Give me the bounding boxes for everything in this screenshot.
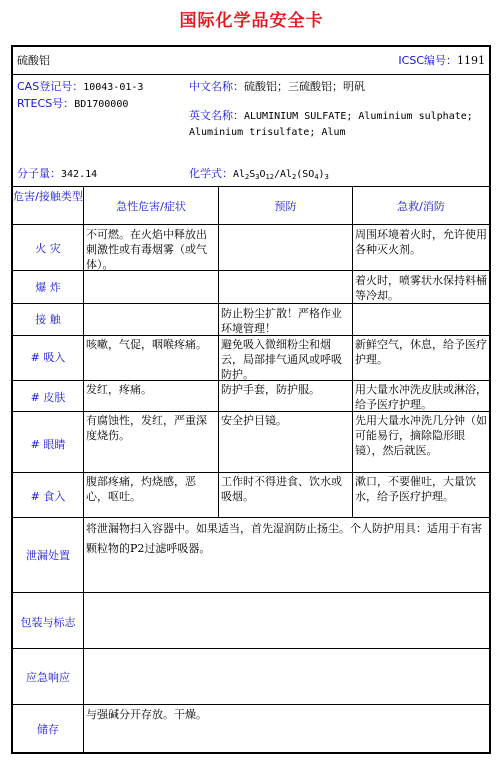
row-fire-first-aid: 周围环境着火时，允许使用各种灭火剂。 bbox=[355, 228, 487, 256]
rtecs-number bbox=[17, 96, 128, 112]
chinese-name bbox=[189, 79, 484, 94]
row-ingestion-first-aid: 漱口，不要催吐，大量饮水，给予医疗护理。 bbox=[355, 475, 476, 503]
mw-value: 342.14 bbox=[61, 169, 98, 180]
row-type-eyes: # 眼睛 bbox=[30, 438, 66, 451]
column-rule bbox=[83, 186, 84, 754]
cas-label: CAS登记号： bbox=[17, 80, 84, 93]
rtecs-label: RTECS号： bbox=[17, 97, 75, 110]
row-type-fire: 火 灾 bbox=[35, 242, 61, 255]
row-inhalation-first-aid: 新鲜空气，休息，给予医疗护理。 bbox=[355, 338, 487, 366]
formula-label: 化学式： bbox=[189, 167, 233, 180]
card-title: 国际化学品安全卡 bbox=[179, 11, 324, 31]
section-label-storage: 储存 bbox=[37, 723, 59, 736]
divider bbox=[13, 517, 489, 518]
section-label-emergency: 应急响应 bbox=[26, 671, 70, 684]
row-eyes-acute: 有腐蚀性，发红，严重深度烧伤。 bbox=[86, 414, 207, 442]
substance-name: 硫酸铝 bbox=[17, 54, 50, 67]
cn-name-value: 硫酸铝；三硫酸铝；明矾 bbox=[244, 80, 365, 93]
mw-label: 分子量： bbox=[17, 167, 61, 180]
cas-value: 10043-01-3 bbox=[83, 82, 144, 93]
divider bbox=[13, 186, 489, 187]
divider bbox=[13, 704, 489, 705]
column-rule bbox=[352, 186, 353, 517]
en-name-value: ALUMINIUM SULFATE; Aluminium sulphate; Aluminium trisulfate; Alum bbox=[189, 111, 473, 138]
divider bbox=[13, 335, 489, 336]
col-header-acute: 急性危害/症状 bbox=[116, 200, 186, 213]
cn-name-label: 中文名称： bbox=[189, 80, 244, 93]
section-spill-content: 将泄漏物扫入容器中。如果适当，首先湿润防止扬尘。个人防护用具：适用于有害颗粒物的P2过滤呼吸器。 bbox=[86, 522, 482, 555]
column-rule bbox=[218, 186, 219, 517]
row-skin-acute: 发红，疼痛。 bbox=[86, 383, 152, 396]
section-storage-content: 与强碱分开存放。干燥。 bbox=[86, 708, 207, 721]
row-skin-prevention: 防护手套，防护服。 bbox=[221, 383, 320, 396]
row-type-ingestion: # 食入 bbox=[30, 490, 66, 503]
divider bbox=[13, 303, 489, 304]
row-fire-acute: 不可燃。在火焰中释放出刺激性或有毒烟雾（或气体）。 bbox=[86, 228, 207, 271]
divider bbox=[13, 411, 489, 412]
row-skin-first-aid: 用大量水冲洗皮肤或淋浴，给予医疗护理。 bbox=[355, 383, 487, 411]
divider bbox=[13, 648, 489, 649]
row-explosion-first-aid: 着火时，喷雾状水保持料桶等冷却。 bbox=[355, 274, 487, 302]
icsc-number bbox=[398, 53, 485, 68]
row-inhalation-prevention: 避免吸入微细粉尘和烟云，局部排气通风或呼吸防护。 bbox=[221, 338, 342, 381]
section-label-packaging: 包装与标志 bbox=[20, 616, 76, 629]
row-eyes-first-aid: 先用大量水冲洗几分钟（如可能易行，摘除隐形眼镜），然后就医。 bbox=[355, 414, 487, 457]
col-header-prevention: 预防 bbox=[274, 200, 297, 213]
icsc-value: 1191 bbox=[457, 54, 485, 67]
formula-value: $Al_2S_3O_{12}/Al_2(SO_4)_3$ bbox=[233, 169, 329, 181]
cas-number bbox=[17, 79, 143, 95]
row-type-inhalation: # 吸入 bbox=[30, 351, 66, 364]
divider bbox=[13, 380, 489, 381]
rtecs-value: BD1700000 bbox=[74, 99, 129, 110]
row-inhalation-acute: 咳嗽，气促，咽喉疼痛。 bbox=[86, 338, 207, 351]
section-label-spill: 泄漏处置 bbox=[26, 549, 70, 562]
row-type-skin: # 皮肤 bbox=[30, 391, 66, 404]
row-ingestion-prevention: 工作时不得进食、饮水或吸烟。 bbox=[221, 475, 342, 503]
icsc-label: ICSC编号： bbox=[398, 54, 457, 67]
col-header-type: 危害/接触类型 bbox=[13, 190, 83, 203]
row-eyes-prevention: 安全护目镜。 bbox=[221, 414, 287, 427]
divider bbox=[13, 592, 489, 593]
row-exposure-prevention: 防止粉尘扩散！严格作业环境管理！ bbox=[221, 307, 342, 335]
divider bbox=[13, 270, 489, 271]
row-ingestion-acute: 腹部疼痛，灼烧感，恶心，呕吐。 bbox=[86, 475, 196, 503]
row-type-exposure: 接 触 bbox=[35, 313, 61, 326]
col-header-first-aid: 急救/消防 bbox=[397, 200, 445, 213]
safety-card bbox=[11, 45, 491, 754]
en-name-label: 英文名称： bbox=[189, 109, 244, 122]
chemical-formula bbox=[189, 166, 329, 182]
divider bbox=[13, 224, 489, 225]
row-type-explosion: 爆 炸 bbox=[35, 281, 61, 294]
divider bbox=[13, 74, 489, 75]
molecular-weight bbox=[17, 166, 97, 182]
divider bbox=[13, 472, 489, 473]
english-name bbox=[189, 108, 484, 140]
